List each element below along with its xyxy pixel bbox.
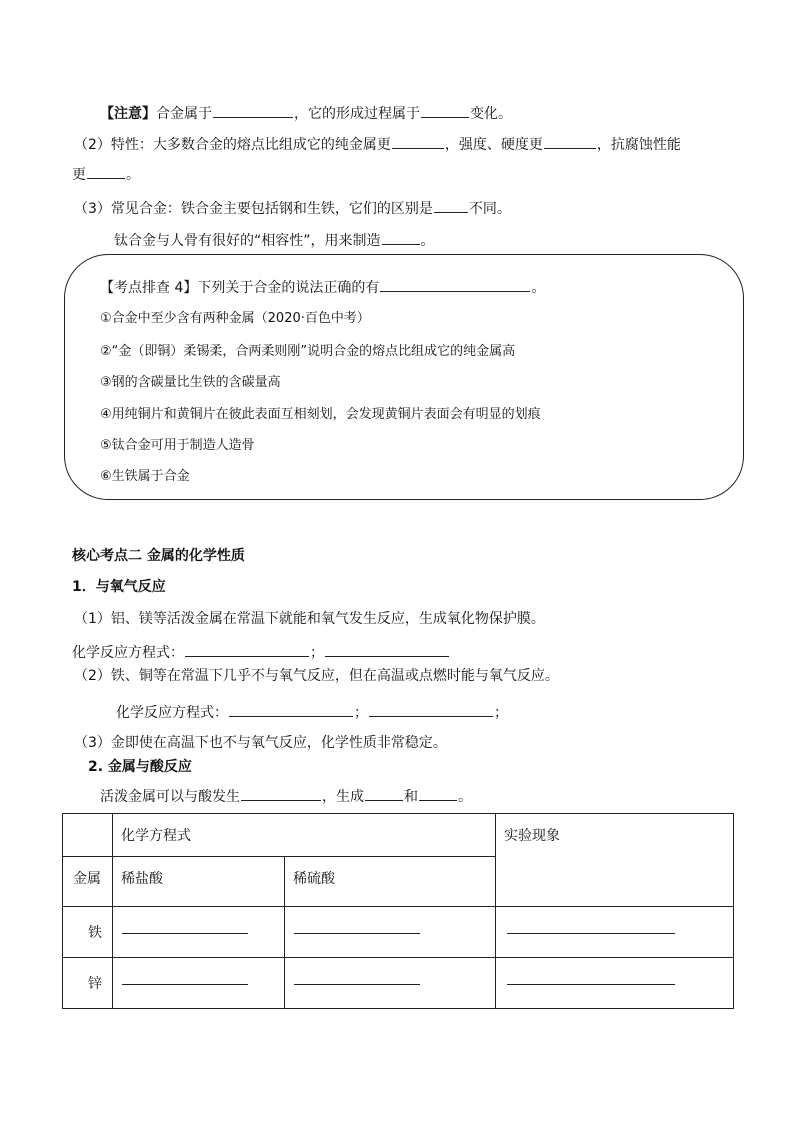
equation-sep-1: ； — [310, 645, 324, 661]
common-alloy-text-2: 不同。 — [468, 201, 511, 217]
acid-reaction-heading: 2. 金属与酸反应 — [88, 759, 192, 775]
zinc-h2so4-blank[interactable] — [294, 984, 420, 985]
hcl-answer-cell — [113, 958, 285, 1009]
acid-line — [100, 785, 472, 807]
titanium-use-blank[interactable] — [382, 229, 420, 245]
equation-label-1: 化学反应方程式： — [72, 645, 184, 661]
common-alloy-text-1: 常见合金：铁合金主要包括钢和生铁，它们的区别是 — [110, 201, 433, 217]
oxygen-reaction-heading: 1．与氧气反应 — [72, 579, 166, 595]
titanium-end: 。 — [420, 233, 435, 249]
acid-text-3: 和 — [404, 789, 418, 805]
oxygen-p1: （1）铝、镁等活泼金属在常温下就能和氧气发生反应，生成氧化物保护膜。 — [74, 611, 545, 627]
h2so4-header: 稀硫酸 — [293, 871, 335, 887]
table-row — [63, 958, 734, 1009]
phenomenon-header: 实验现象 — [504, 828, 560, 844]
melting-point-blank[interactable] — [392, 133, 444, 149]
exam-box-title — [100, 276, 545, 298]
acid-text-2: ，生成 — [322, 789, 364, 805]
difference-blank[interactable] — [434, 197, 468, 213]
corrosion-blank[interactable] — [87, 163, 125, 179]
section-heading: 核心考点二 金属的化学性质 — [72, 548, 245, 564]
exam-title-label: 【考点排查 4】 — [100, 280, 198, 296]
h2so4-answer-cell — [285, 958, 496, 1009]
titanium-line — [114, 229, 435, 251]
hardness-blank[interactable] — [544, 133, 596, 149]
metal-name: 铁 — [88, 925, 102, 941]
oxygen-p3: （3）金即使在高温下也不与氧气反应，化学性质非常稳定。 — [74, 735, 447, 751]
note-line — [100, 102, 512, 124]
common-alloy-label: （3） — [74, 201, 111, 217]
note-text-2: ，它的形成过程属于 — [294, 106, 420, 122]
iron-phenomenon-blank[interactable] — [507, 933, 675, 934]
equation-header: 化学方程式 — [121, 828, 191, 844]
acid-end: 。 — [458, 789, 472, 805]
phenomenon-header-cell — [496, 814, 734, 907]
property-cont: 更 — [72, 167, 86, 183]
al-mg-equation-blank-2[interactable] — [325, 641, 449, 657]
metal-name: 锌 — [88, 976, 102, 992]
zinc-hcl-blank[interactable] — [122, 984, 248, 985]
equation-sep-2: ； — [354, 705, 368, 721]
hcl-header: 稀盐酸 — [121, 871, 163, 887]
fe-cu-equation-blank-2[interactable] — [369, 701, 493, 717]
exam-option-2: ②“金（即铜）柔锡柔，合两柔则刚”说明合金的熔点比组成它的纯金属高 — [100, 344, 516, 359]
al-mg-equation-blank-1[interactable] — [185, 641, 309, 657]
hcl-answer-cell — [113, 907, 285, 958]
exam-option-6: ⑥生铁属于合金 — [100, 469, 190, 484]
exam-option-4: ④用纯铜片和黄铜片在彼此表面互相刻划，会发现黄铜片表面会有明显的划痕 — [100, 407, 541, 422]
acid-text-1: 活泼金属可以与酸发生 — [100, 789, 240, 805]
h2so4-answer-cell — [285, 907, 496, 958]
table-row — [63, 907, 734, 958]
oxygen-p2: （2）铁、铜等在常温下几乎不与氧气反应，但在高温或点燃时能与氧气反应。 — [74, 668, 559, 684]
property-text-2: ，强度、硬度更 — [444, 137, 543, 153]
metal-acid-table — [62, 813, 734, 1009]
reaction-type-blank[interactable] — [241, 785, 321, 801]
equation-line-2 — [116, 701, 508, 723]
hcl-header-cell — [113, 857, 285, 907]
fe-cu-equation-blank-1[interactable] — [229, 701, 353, 717]
alloy-type-blank[interactable] — [213, 102, 293, 118]
exam-option-5: ⑤钛合金可用于制造人造骨 — [100, 438, 255, 453]
product-2-blank[interactable] — [419, 785, 457, 801]
metal-name-cell — [63, 907, 113, 958]
phenomenon-answer-cell — [496, 907, 734, 958]
equation-sep-3: ； — [494, 705, 508, 721]
note-label: 【注意】 — [100, 106, 156, 122]
zinc-phenomenon-blank[interactable] — [507, 984, 675, 985]
property-line-cont — [72, 163, 140, 185]
product-1-blank[interactable] — [365, 785, 403, 801]
exam-option-3: ③钢的含碳量比生铁的含碳量高 — [100, 375, 281, 390]
property-label: （2） — [74, 137, 111, 153]
exam-option-1: ①合金中至少含有两种金属（2020·百色中考） — [100, 311, 370, 326]
titanium-text: 钛合金与人骨有很好的“相容性”，用来制造 — [114, 233, 381, 249]
property-end: 。 — [126, 167, 140, 183]
note-text-3: 变化。 — [470, 106, 512, 122]
equation-line-1 — [72, 641, 450, 663]
property-text-3: ，抗腐蚀性能 — [596, 137, 681, 153]
metal-name-cell — [63, 958, 113, 1009]
property-line — [74, 133, 681, 155]
h2so4-header-cell — [285, 857, 496, 907]
metal-header: 金属 — [73, 871, 101, 887]
metal-header-cell — [63, 857, 113, 907]
phenomenon-answer-cell — [496, 958, 734, 1009]
table-corner-cell — [63, 814, 113, 857]
exam-title-end: 。 — [531, 280, 546, 296]
change-type-blank[interactable] — [421, 102, 469, 118]
equation-header-cell — [113, 814, 496, 857]
iron-hcl-blank[interactable] — [122, 933, 248, 934]
exam-title-question: 下列关于合金的说法正确的有 — [197, 280, 380, 296]
note-text-1: 合金属于 — [156, 106, 212, 122]
common-alloy-line — [74, 197, 511, 219]
property-text-1: 特性：大多数合金的熔点比组成它的纯金属更 — [110, 137, 391, 153]
exam-answer-blank[interactable] — [380, 276, 530, 292]
iron-h2so4-blank[interactable] — [294, 933, 420, 934]
equation-label-2: 化学反应方程式： — [116, 705, 228, 721]
